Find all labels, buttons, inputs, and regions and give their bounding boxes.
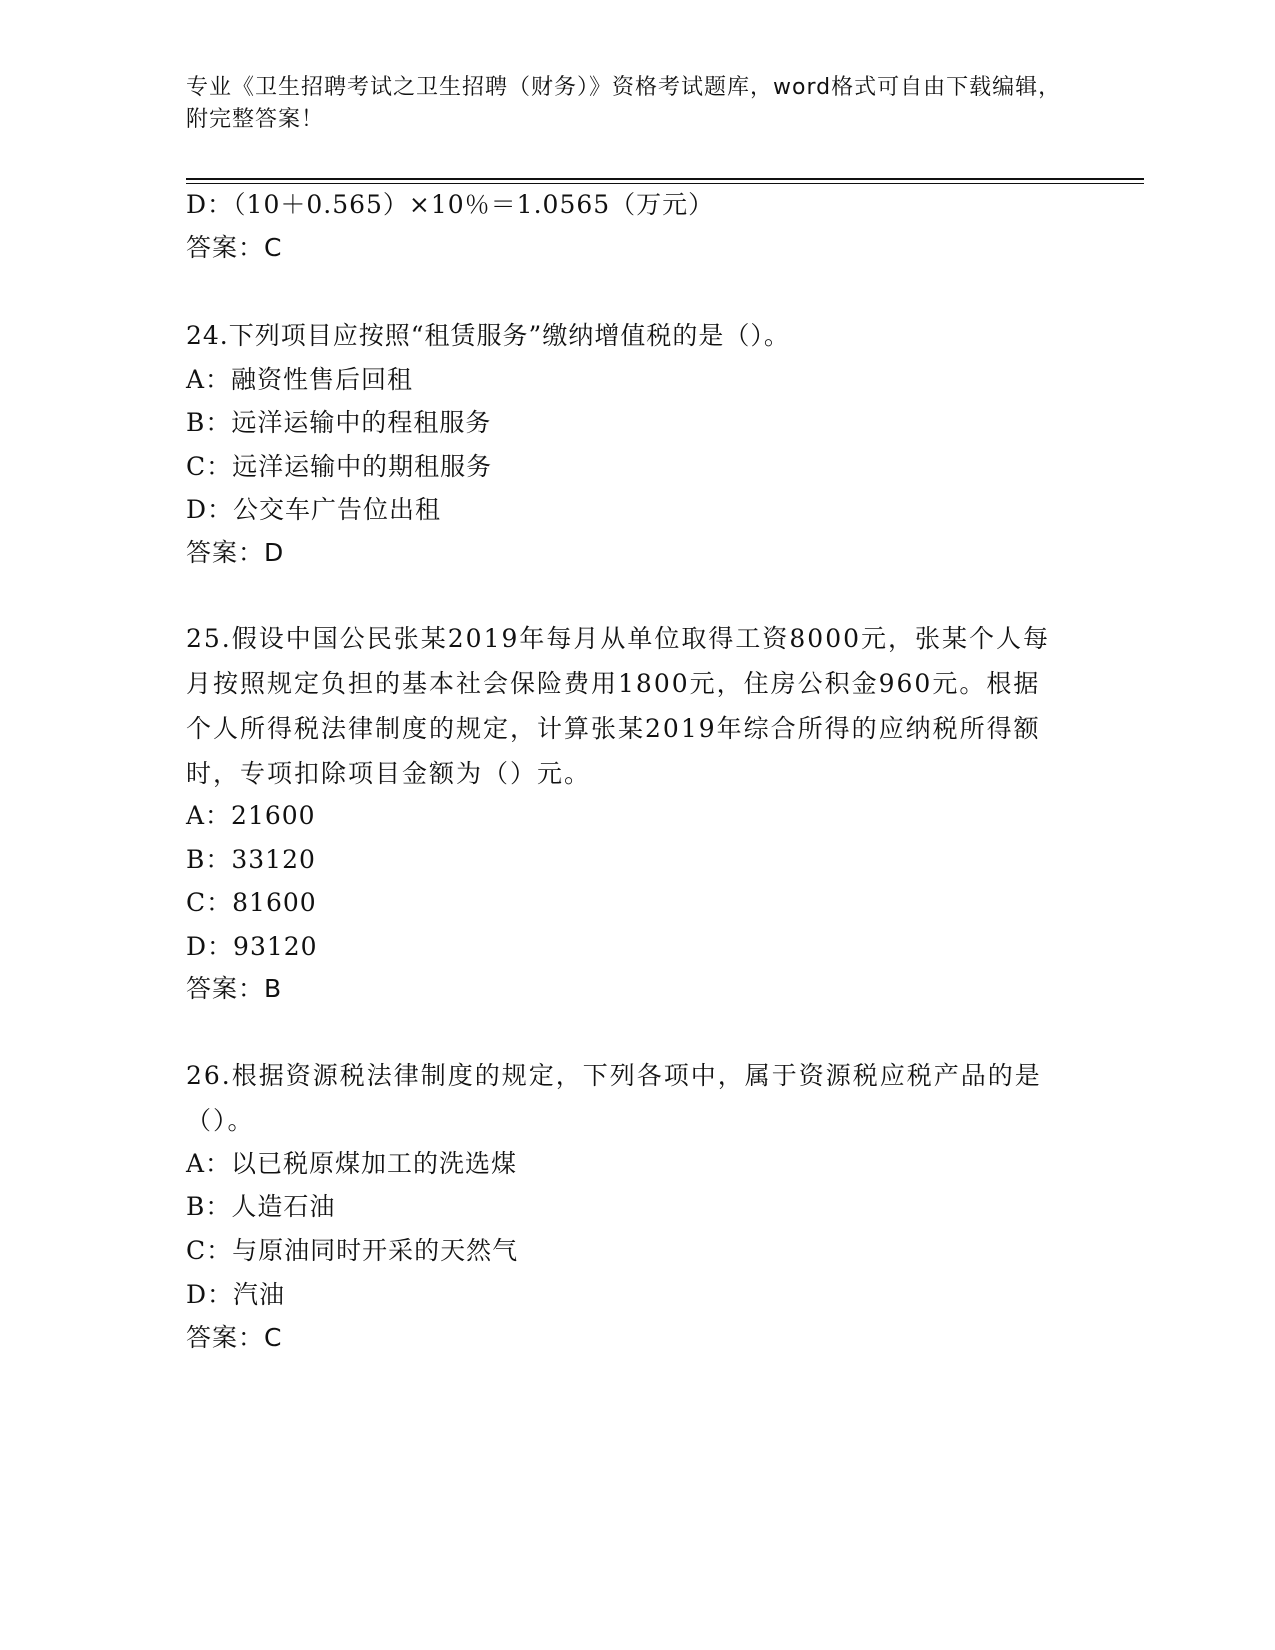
option-b: B：33120: [186, 845, 316, 874]
question-stem: 24.下列项目应按照“租赁服务”缴纳增值税的是（）。: [186, 321, 790, 350]
header-divider-thin: [186, 183, 1144, 184]
option-b: B：远洋运输中的程租服务: [186, 408, 492, 437]
question-stem: 25.假设中国公民张某2019年每月从单位取得工资8000元，张某个人每月按照规定负担的基本社会保险费用1800元，住房公积金960元。根据个人所得税法律制度的规定，计算张某2019年综合所得的应纳税所得额时，专项扣除项目金额为（）元。: [186, 624, 1051, 788]
question-stem: 26.根据资源税法律制度的规定，下列各项中，属于资源税应税产品的是（）。: [186, 1061, 1042, 1135]
answer-line: 答案：C: [186, 1323, 283, 1352]
option-c: C：与原油同时开采的天然气: [186, 1236, 519, 1265]
option-b: B：人造石油: [186, 1192, 336, 1221]
answer-line: 答案：D: [186, 538, 285, 567]
answer-line: 答案：B: [186, 974, 283, 1003]
option-a: A：21600: [186, 801, 316, 830]
option-d: D：公交车广告位出租: [186, 495, 442, 524]
header-divider: [186, 178, 1144, 180]
option-a: A：融资性售后回租: [186, 365, 414, 394]
option-a: A：以已税原煤加工的洗选煤: [186, 1149, 518, 1178]
document-header: 专业《卫生招聘考试之卫生招聘（财务）》资格考试题库，word格式可自由下载编辑，附完整答案！: [186, 75, 1062, 132]
option-d: D：93120: [186, 932, 318, 961]
answer-line: 答案：C: [186, 233, 283, 262]
option-c: C：81600: [186, 888, 317, 917]
option-d: D：（10＋0.565）×10％＝1.0565（万元）: [186, 190, 715, 219]
option-d: D：汽油: [186, 1280, 286, 1309]
option-c: C：远洋运输中的期租服务: [186, 452, 493, 481]
